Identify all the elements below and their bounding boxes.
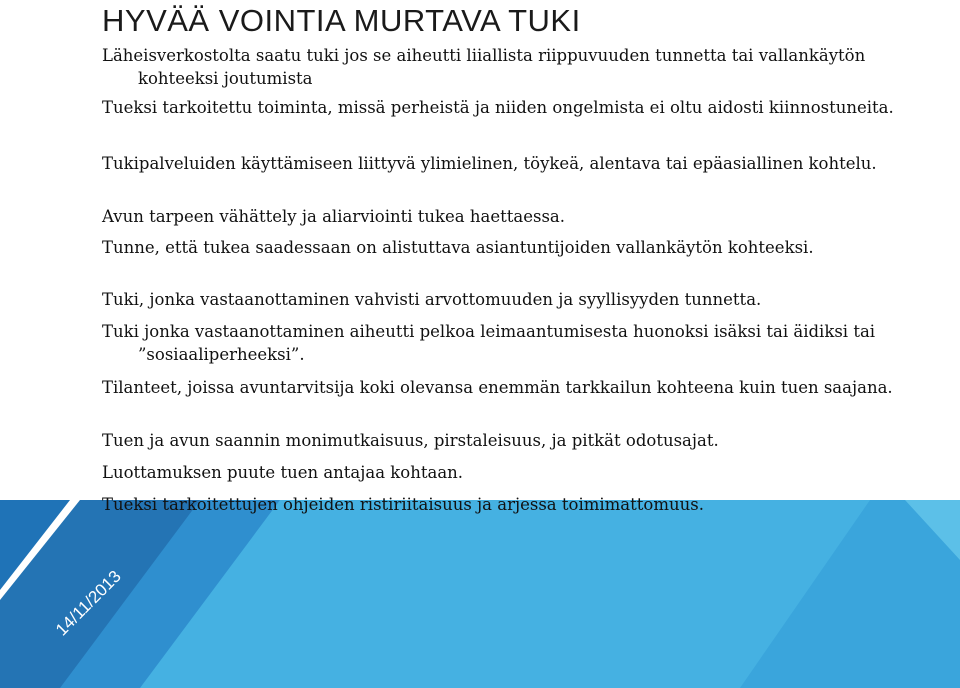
bullet-11: Tueksi tarkoitettujen ohjeiden ristiriitaisuus ja arjessa toimimattomuus.: [102, 495, 704, 514]
bullet-2: Tueksi tarkoitettu toiminta, missä perheistä ja niiden ongelmista ei oltu aidosti kiinnostuneita.: [102, 98, 894, 117]
bullet-1: Läheisverkostolta saatu tuki jos se aiheutti liiallista riippuvuuden tunnetta tai vallankäytön kohteeksi joutumista: [102, 46, 866, 88]
bullet-5: Tunne, että tukea saadessaan on alistuttava asiantuntijoiden vallankäytön kohteeksi.: [102, 238, 814, 257]
bullet-8: Tilanteet, joissa avuntarvitsija koki olevansa enemmän tarkkailun kohteena kuin tuen saajana.: [102, 378, 893, 397]
bullet-3: Tukipalveluiden käyttämiseen liittyvä ylimielinen, töykeä, alentava tai epäasiallinen kohtelu.: [102, 154, 877, 173]
bullet-10: Luottamuksen puute tuen antajaa kohtaan.: [102, 463, 464, 482]
bullet-4: Avun tarpeen vähättely ja aliarviointi tukea haettaessa.: [102, 207, 565, 226]
slide-title: HYVÄÄ VOINTIA MURTAVA TUKI: [102, 3, 581, 38]
slide-date: 14/11/2013: [52, 566, 125, 640]
bullet-6: Tuki, jonka vastaanottaminen vahvisti arvottomuuden ja syyllisyyden tunnetta.: [102, 290, 762, 309]
bullet-9: Tuen ja avun saannin monimutkaisuus, pirstaleisuus, ja pitkät odotusajat.: [102, 431, 719, 450]
bullet-7: Tuki jonka vastaanottaminen aiheutti pelkoa leimaantumisesta huonoksi isäksi tai äidiksi tai ”sosiaaliperheeksi”.: [102, 322, 876, 364]
